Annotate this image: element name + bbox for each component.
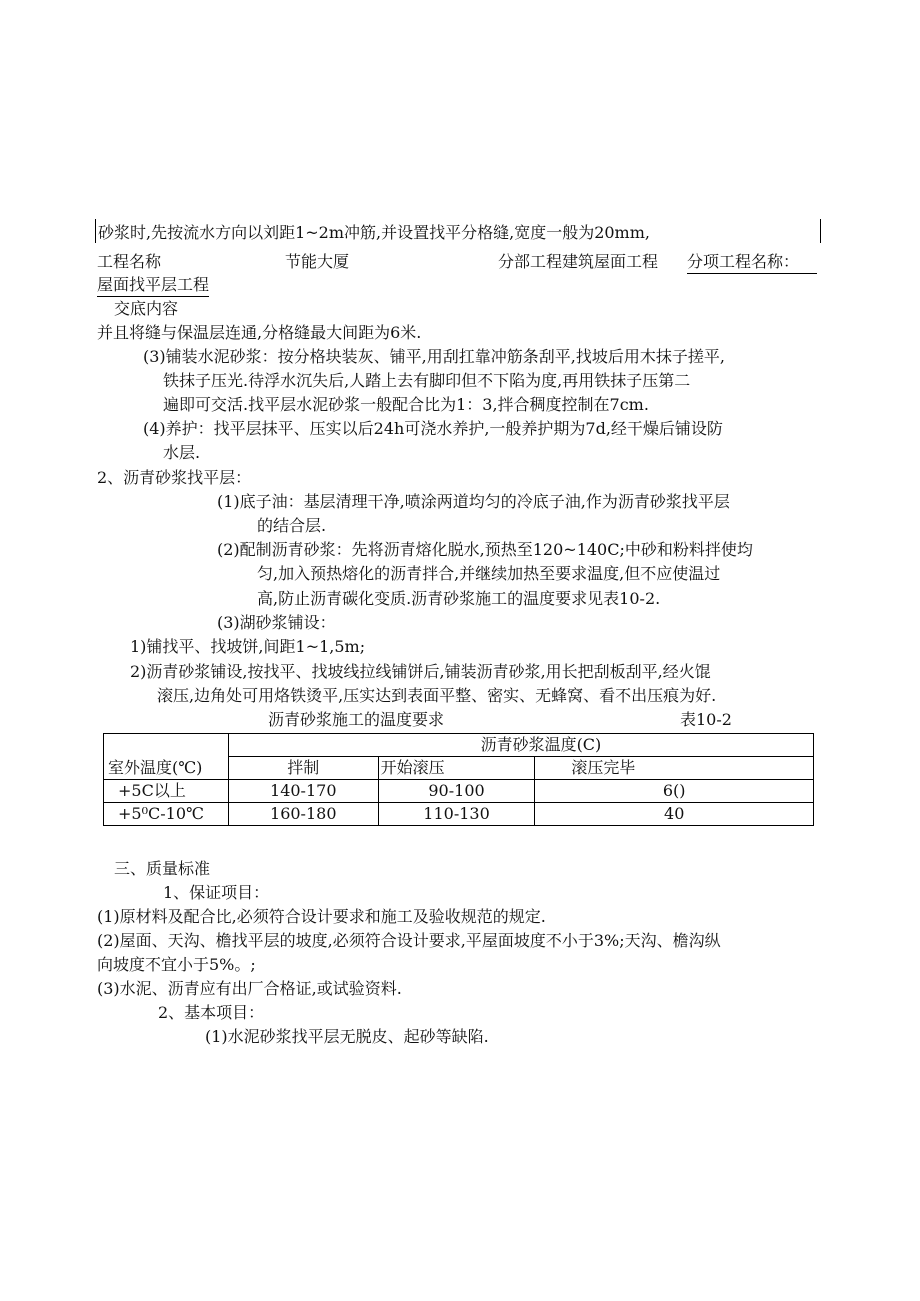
table-row — [104, 803, 814, 826]
body-line: 2)沥青砂浆铺设,按找平、找坡线拉线铺饼后,铺装沥青砂浆,用长把刮板刮平,经火馄 — [130, 662, 711, 681]
quality-heading: 三、质量标准 — [114, 859, 211, 878]
table-number: 表10-2 — [680, 710, 732, 729]
table-cell: +5⁰C-10℃ — [104, 803, 229, 826]
table-title: 沥青砂浆施工的温度要求 — [268, 710, 445, 729]
first-line-text: 砂浆时,先按流水方向以刘距1~2m冲筋,并设置找平分格缝,宽度一般为20mm, — [98, 223, 650, 242]
column-header: 滚压完毕 — [535, 757, 814, 780]
body-line: (1)底子油：基层清理干净,喷涂两道均匀的冷底子油,作为沥青砂浆找平层 — [217, 492, 730, 511]
row-header: 室外温度(℃) — [108, 758, 203, 777]
body-line: (2)配制沥青砂浆：先将沥青熔化脱水,预热至120~140C;中砂和粉料拌使均 — [217, 540, 753, 559]
body-line: (3)湖砂浆铺设： — [217, 613, 336, 632]
basic-item: (1)水泥砂浆找平层无脱皮、起砂等缺陷. — [205, 1027, 489, 1046]
table-cell: +5C以上 — [104, 780, 229, 803]
table-cell: 140-170 — [228, 780, 378, 803]
item-name-label: 分项工程名称： — [687, 251, 817, 274]
body-line: 滚压,边角处可用烙铁烫平,压实达到表面平整、密实、无蜂窝、看不出压痕为好. — [157, 686, 717, 705]
body-line: 并且将缝与保温层连通,分格缝最大间距为6米. — [97, 323, 422, 342]
item-name-value: 屋面找平层工程 — [97, 274, 209, 297]
temperature-table — [103, 733, 814, 826]
group-header: 沥青砂浆温度(C) — [228, 734, 813, 757]
body-line: (3)铺装水泥砂浆：按分格块装灰、铺平,用刮扛靠冲筋条刮平,找坡后用木抹子搓平, — [143, 347, 725, 366]
table-cell: 110-130 — [378, 803, 535, 826]
body-line: 铁抹子压光.待浮水沉失后,人踏上去有脚印但不下陷为度,再用铁抹子压第二 — [163, 371, 691, 390]
guarantee-item: (3)水泥、沥青应有出厂合格证,或试验资料. — [97, 979, 402, 998]
body-line: 遍即可交活.找平层水泥砂浆一般配合比为1：3,拌合稠度控制在7cm. — [163, 395, 649, 414]
basic-heading: 2、基本项目： — [158, 1003, 265, 1022]
table-cell: 90-100 — [378, 780, 535, 803]
row-header-cell — [104, 734, 229, 780]
guarantee-item: (1)原材料及配合比,必须符合设计要求和施工及验收规范的规定. — [97, 907, 546, 926]
project-name-label: 工程名称 — [97, 252, 162, 271]
project-name-value: 节能大厦 — [285, 252, 350, 271]
table-row — [104, 734, 814, 757]
body-line: 高,防止沥青碳化变质.沥青砂浆施工的温度要求见表10-2. — [257, 589, 661, 608]
table-cell: 6() — [535, 780, 814, 803]
column-header: 开始滚压 — [378, 757, 535, 780]
body-line: 匀,加入预热熔化的沥青拌合,并继续加热至要求温度,但不应使温过 — [257, 564, 721, 583]
body-line: 1)铺找平、找坡饼,间距1~1,5m; — [130, 637, 366, 656]
table-cell: 40 — [535, 803, 814, 826]
body-line: (4)养护：找平层抹平、压实以后24h可浇水养护,一般养护期为7d,经干燥后铺设防 — [143, 419, 723, 438]
table-row — [104, 780, 814, 803]
column-header: 拌制 — [228, 757, 378, 780]
division-label: 分部工程建筑屋面工程 — [498, 252, 659, 271]
guarantee-item: (2)屋面、天沟、檐找平层的坡度,必须符合设计要求,平屋面坡度不小于3%;天沟、檐沟纵 — [97, 931, 721, 950]
section-heading: 2、沥青砂浆找平层： — [97, 468, 252, 487]
body-line: 水层. — [163, 443, 201, 462]
disclosure-label: 交底内容 — [114, 299, 179, 318]
table-cell: 160-180 — [228, 803, 378, 826]
guarantee-item: 向坡度不宜小于5%。; — [97, 955, 256, 974]
guarantee-heading: 1、保证项目： — [163, 883, 270, 902]
body-line: 的结合层. — [257, 516, 327, 535]
